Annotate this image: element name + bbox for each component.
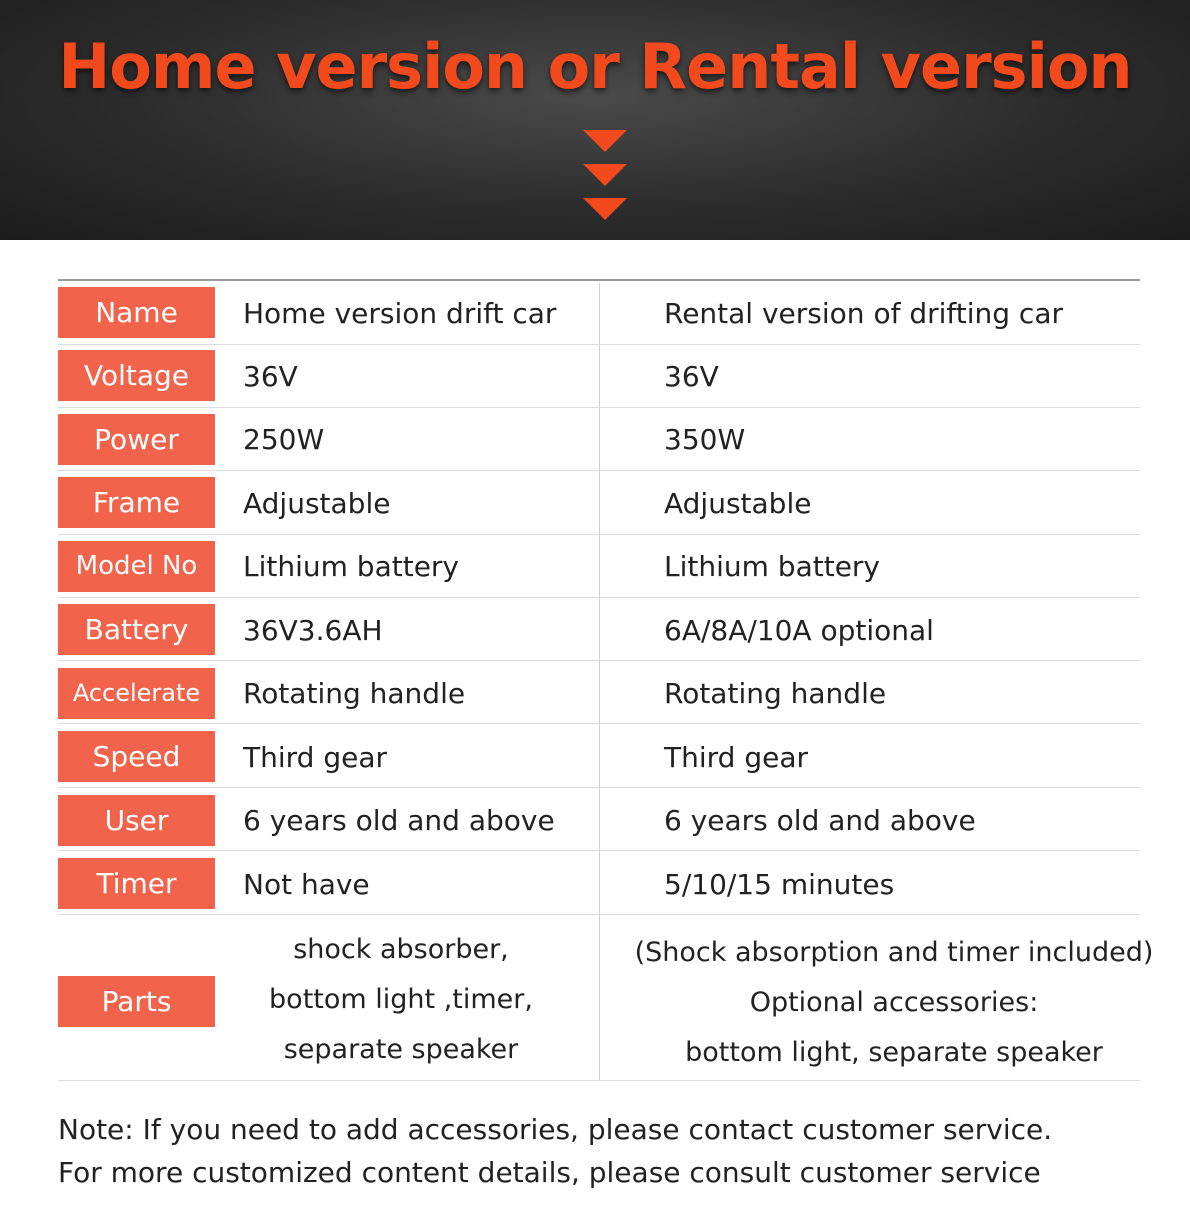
row-label-accelerate: Accelerate: [58, 668, 215, 719]
title-banner: [0, 0, 1190, 240]
parts-home-line: separate speaker: [283, 1034, 519, 1065]
row-divider: [58, 914, 1140, 915]
note-line: Note: If you need to add accessories, please contact customer service.: [58, 1113, 1053, 1146]
rental-value-speed: Third gear: [664, 741, 808, 774]
rental-value-user: 6 years old and above: [664, 804, 976, 837]
home-value-user: 6 years old and above: [243, 804, 555, 837]
row-divider: [58, 723, 1140, 724]
triple-chevron-down-icon: [580, 128, 630, 228]
home-value-name: Home version drift car: [243, 297, 557, 330]
home-value-speed: Third gear: [243, 741, 387, 774]
column-divider: [599, 283, 600, 1081]
row-label-voltage: Voltage: [58, 350, 215, 401]
row-divider: [58, 344, 1140, 345]
home-value-battery: 36V3.6AH: [243, 614, 383, 647]
rental-value-frame: Adjustable: [664, 487, 812, 520]
row-label-user: User: [58, 795, 215, 846]
rental-value-name: Rental version of drifting car: [664, 297, 1063, 330]
parts-rental-line: bottom light, separate speaker: [685, 1037, 1103, 1068]
parts-home-line: shock absorber,: [293, 934, 509, 965]
row-divider: [58, 407, 1140, 408]
home-value-timer: Not have: [243, 868, 370, 901]
banner-title: Home version or Rental version: [58, 30, 1132, 103]
row-label-power: Power: [58, 414, 215, 465]
parts-rental-line: (Shock absorption and timer included): [634, 937, 1154, 968]
row-divider: [58, 787, 1140, 788]
row-divider: [58, 1080, 1140, 1081]
rental-value-voltage: 36V: [664, 360, 719, 393]
parts-rental-line: Optional accessories:: [749, 987, 1039, 1018]
rental-value-timer: 5/10/15 minutes: [664, 868, 895, 901]
row-label-speed: Speed: [58, 731, 215, 782]
rental-value-battery: 6A/8A/10A optional: [664, 614, 934, 647]
home-value-model-no: Lithium battery: [243, 550, 460, 583]
home-value-power: 250W: [243, 423, 325, 456]
parts-home-line: bottom light ,timer,: [269, 984, 533, 1015]
table-top-rule: [58, 279, 1140, 281]
row-label-battery: Battery: [58, 604, 215, 655]
row-label-frame: Frame: [58, 477, 215, 528]
home-value-parts: [216, 925, 586, 1075]
rental-value-model-no: Lithium battery: [664, 550, 881, 583]
home-value-voltage: 36V: [243, 360, 298, 393]
row-divider: [58, 470, 1140, 471]
rental-value-parts: [606, 928, 1182, 1078]
row-divider: [58, 534, 1140, 535]
row-label-parts: Parts: [58, 976, 215, 1027]
row-label-model-no: Model No: [58, 541, 215, 592]
row-label-timer: Timer: [58, 858, 215, 909]
row-divider: [58, 850, 1140, 851]
row-label-name: Name: [58, 287, 215, 338]
row-divider: [58, 660, 1140, 661]
note-line: For more customized content details, please consult customer service: [58, 1156, 1041, 1189]
row-divider: [58, 597, 1140, 598]
rental-value-accelerate: Rotating handle: [664, 677, 887, 710]
home-value-accelerate: Rotating handle: [243, 677, 466, 710]
home-value-frame: Adjustable: [243, 487, 391, 520]
rental-value-power: 350W: [664, 423, 746, 456]
